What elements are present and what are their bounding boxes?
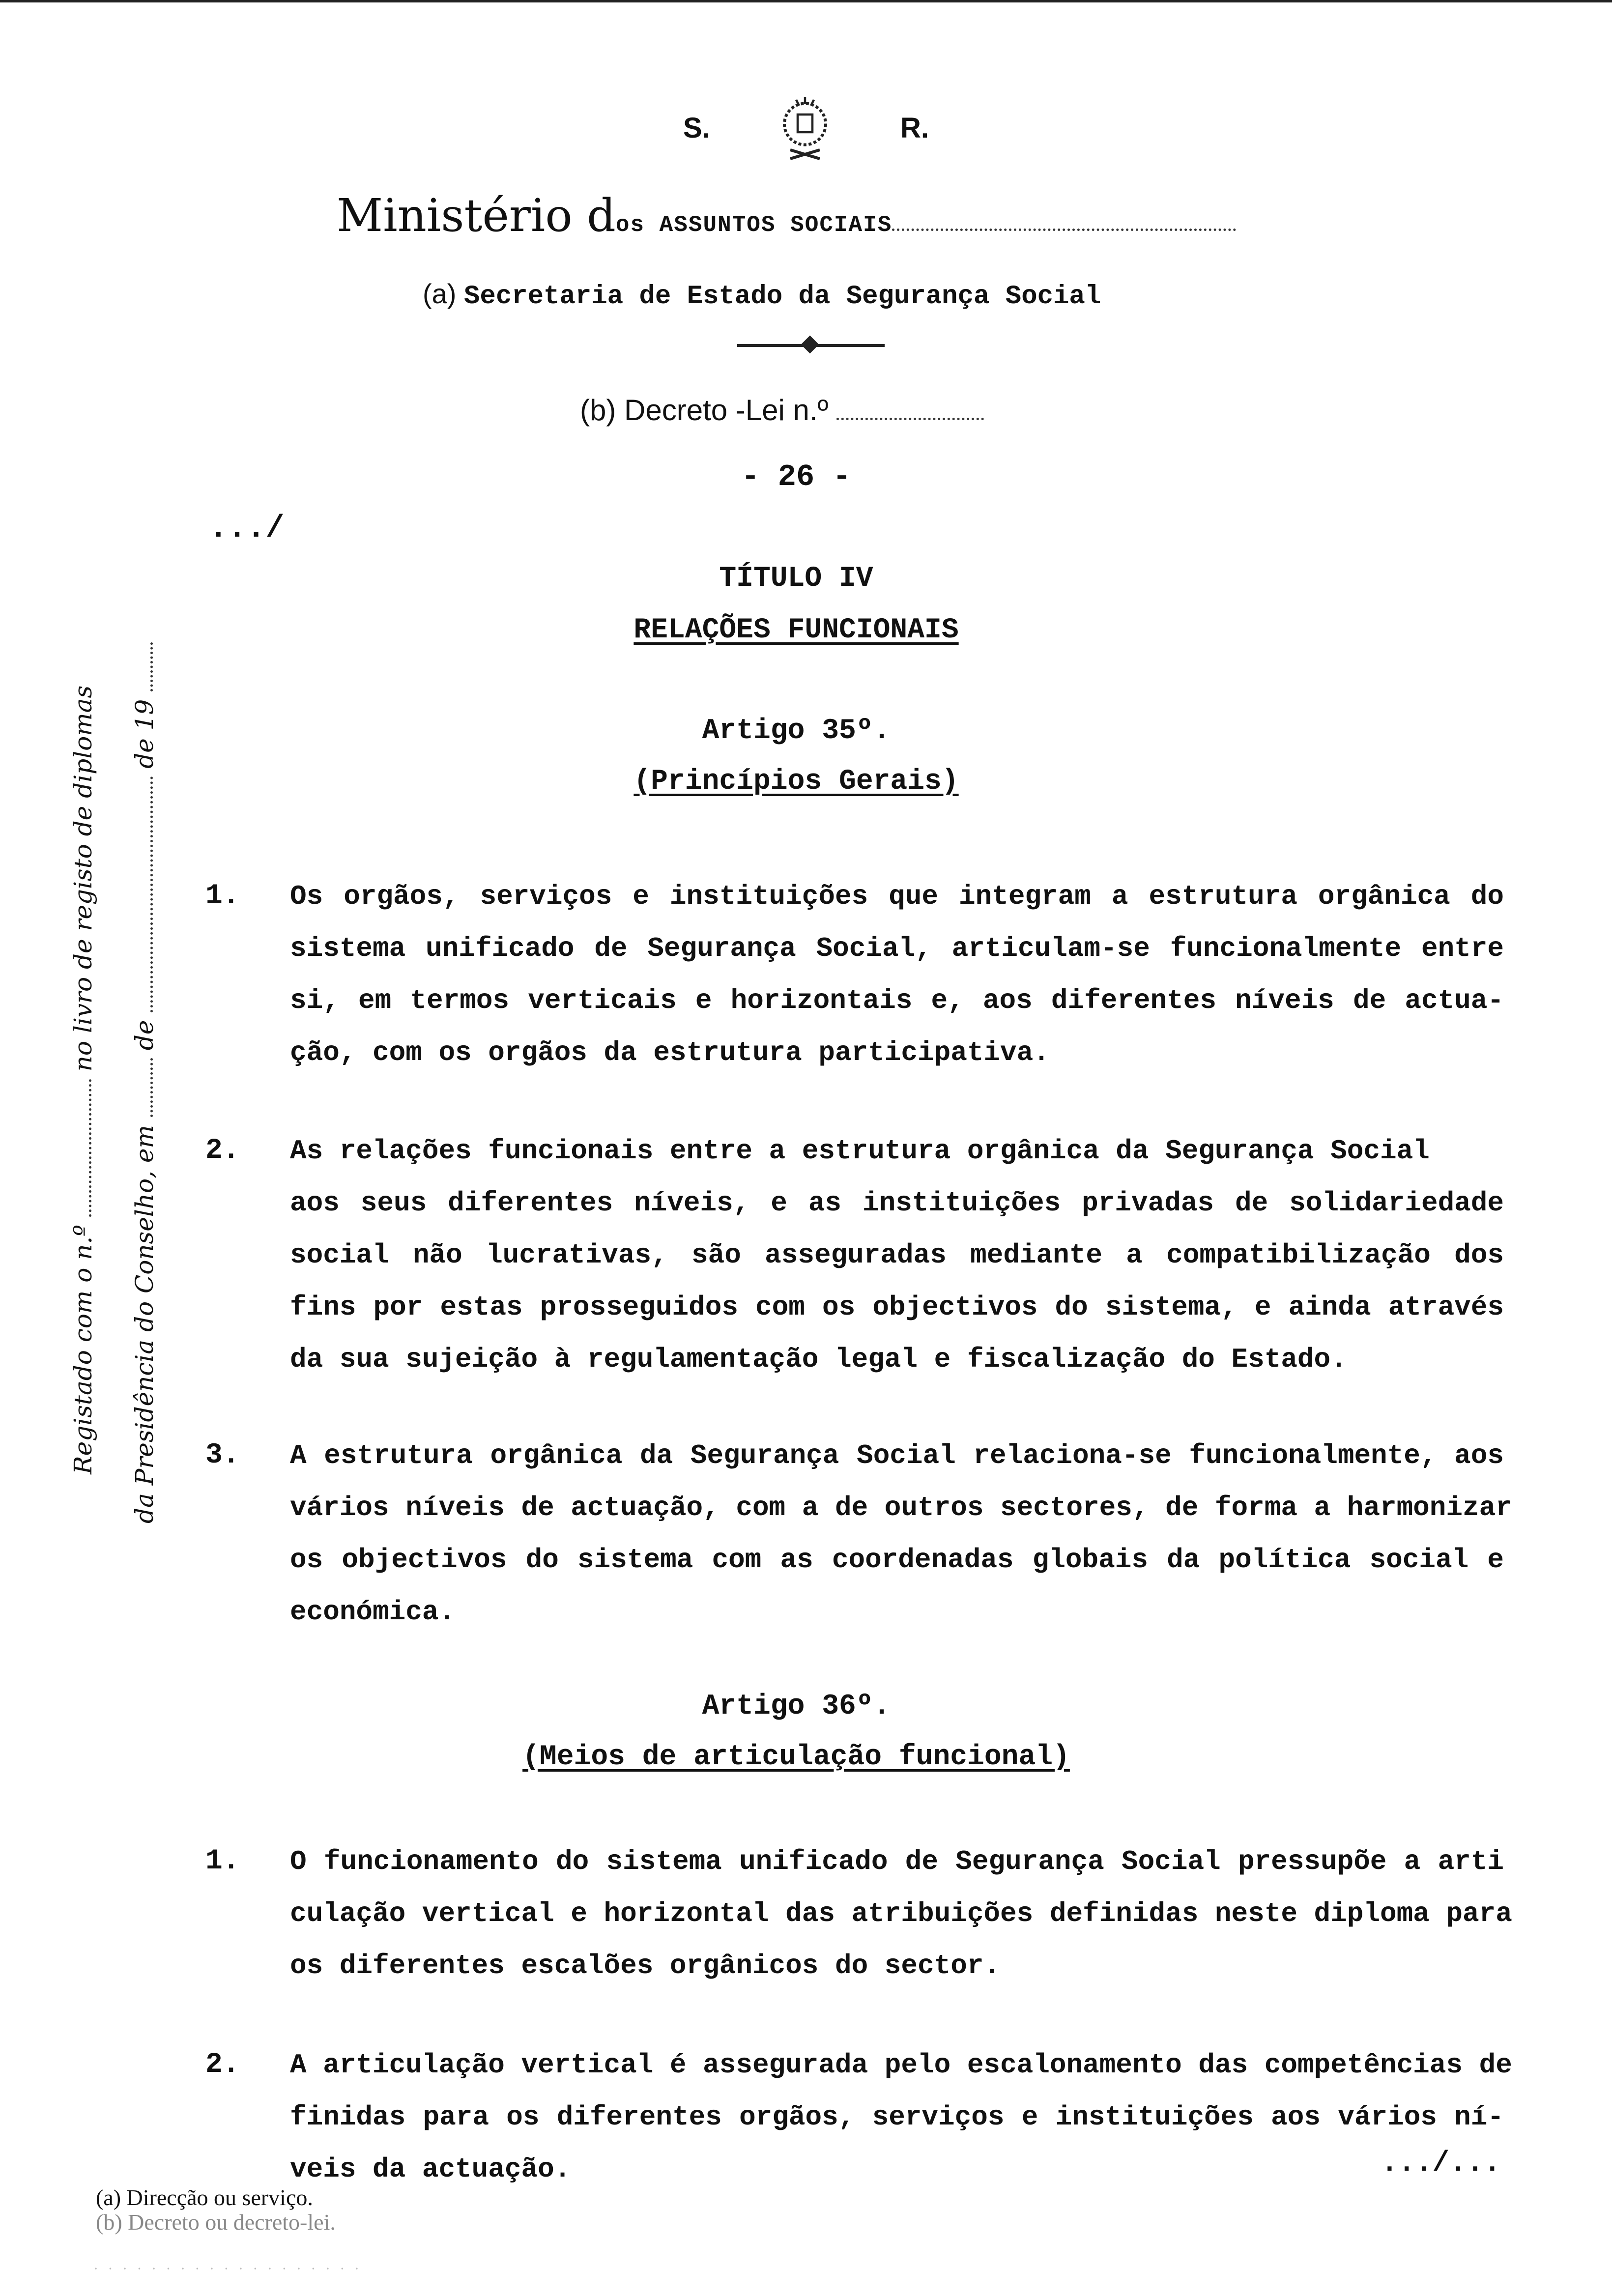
marker-a: (a) — [423, 278, 457, 309]
text-line: aos seus diferentes níveis, e as instituições privadas de solidariedade — [290, 1187, 1504, 1219]
text-line: As relações funcionais entre a estrutura orgânica da Segurança Social — [290, 1135, 1430, 1167]
text-line: si, em termos verticais e horizontais e, aos diferentes níveis de actua- — [290, 985, 1504, 1016]
margin-text: de — [130, 1020, 159, 1051]
margin-registration-line-2 — [130, 642, 159, 1523]
artigo-subtitle: (Princípios Gerais) — [633, 766, 959, 798]
margin-text: no livro de registo de diplomas — [69, 685, 97, 1072]
text-line: os diferentes escalões orgânicos do sector. — [290, 1950, 1001, 1981]
margin-text: de 19 — [130, 699, 159, 769]
text-line: sistema unificado de Segurança Social, articulam-se funcionalmente entre — [290, 933, 1504, 964]
dotted-blank — [89, 1079, 91, 1217]
decreto-line — [580, 393, 984, 427]
continuation-marker-top: .../ — [209, 511, 285, 546]
artigo-heading: Artigo 35º. — [702, 715, 891, 747]
secretaria-name: Secretaria de Estado da Segurança Social — [464, 282, 1101, 312]
dotted-blank — [150, 642, 153, 691]
text-line: O funcionamento do sistema unificado de Segurança Social pressupõe a arti — [290, 1846, 1504, 1877]
titulo-name: RELAÇÕES FUNCIONAIS — [633, 614, 959, 646]
ornamental-divider — [737, 344, 885, 347]
text-line: da sua sujeição à regulamentação legal e fiscalização do Estado. — [290, 1344, 1347, 1375]
text-line: A articulação vertical é assegurada pelo escalonamento das competências de — [290, 2049, 1512, 2081]
paragraph-number: 1. — [205, 1845, 240, 1877]
paragraph-number: 2. — [205, 2049, 240, 2081]
marker-b: (b) — [580, 394, 616, 427]
text-line: Os orgãos, serviços e instituições que integram a estrutura orgânica do — [290, 881, 1504, 912]
letter-r: R. — [900, 112, 929, 144]
dotted-blank — [150, 1058, 153, 1117]
artigo-heading: Artigo 36º. — [702, 1691, 891, 1722]
margin-registration-line-1 — [69, 686, 97, 1474]
dotted-fill — [892, 229, 1236, 231]
footnote-b: (b) Decreto ou decreto-lei. — [96, 2210, 336, 2235]
margin-text: da Presidência do Conselho, em — [130, 1125, 159, 1523]
text-line: culação vertical e horizontal das atribuições definidas neste diploma para — [290, 1898, 1512, 1929]
paragraph-number: 2. — [205, 1135, 240, 1167]
titulo-name-wrap — [0, 614, 1592, 646]
text-line: veis da actuação. — [290, 2153, 571, 2185]
decreto-label: Decreto -Lei n.º — [624, 394, 829, 427]
footnote-a: (a) Direcção ou serviço. — [96, 2185, 313, 2210]
dotted-blank — [150, 776, 153, 1012]
text-line: fins por estas prosseguidos com os objectivos do sistema, e ainda através — [290, 1292, 1504, 1323]
text-line: vários níveis de actuação, com a de outros sectores, de forma a harmonizar — [290, 1492, 1512, 1523]
ministry-line — [337, 189, 1236, 242]
paragraph-number: 1. — [205, 880, 240, 912]
continuation-marker-bottom: .../... — [1381, 2148, 1501, 2180]
text-line: económica. — [290, 1596, 456, 1628]
letter-s: S. — [683, 112, 710, 144]
page-number: - 26 - — [741, 459, 851, 494]
text-line: finidas para os diferentes orgãos, serviços e instituições aos vários ní- — [290, 2101, 1504, 2133]
ministry-name: os ASSUNTOS SOCIAIS — [615, 212, 892, 238]
text-line: social não lucrativas, são asseguradas mediante a compatibilização dos — [290, 1239, 1504, 1271]
artigo-subtitle: (Meios de articulação funcional) — [522, 1741, 1070, 1773]
secretaria-line — [423, 278, 1101, 312]
paragraph-number: 3. — [205, 1439, 240, 1471]
ministry-prefix: Ministério d — [337, 189, 616, 242]
coat-of-arms-icon — [768, 91, 842, 165]
decreto-number-blank — [836, 418, 984, 420]
text-line: ção, com os orgãos da estrutura participativa. — [290, 1037, 1050, 1068]
print-code-illegible: · · · · · · · · · · · · · · · · · · · — [93, 2261, 362, 2277]
margin-text: Registado com o n.º — [69, 1225, 97, 1474]
text-line: os objectivos do sistema com as coordenadas globais da política social e — [290, 1544, 1504, 1576]
top-border — [0, 0, 1612, 2]
artigo-subtitle-wrap — [0, 1741, 1592, 1773]
letterhead-emblem — [683, 91, 929, 165]
text-line: A estrutura orgânica da Segurança Social relaciona-se funcionalmente, aos — [290, 1440, 1504, 1471]
titulo-number: TÍTULO IV — [719, 563, 873, 595]
artigo-subtitle-wrap — [0, 766, 1592, 798]
